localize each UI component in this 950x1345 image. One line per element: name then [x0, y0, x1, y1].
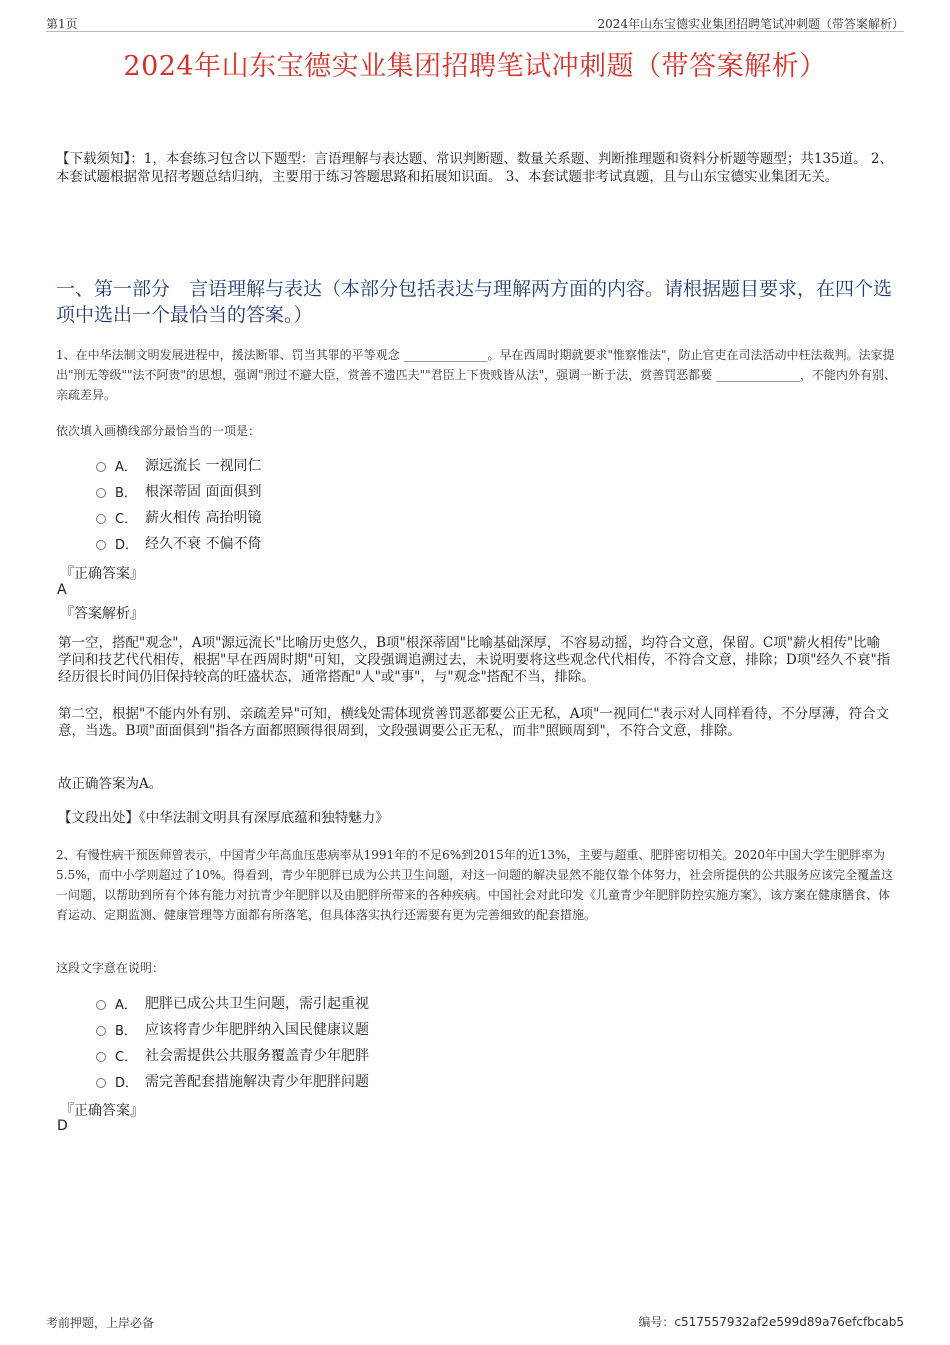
option-b[interactable]: [96, 478, 261, 504]
option-text: 社会需提供公共服务覆盖青少年肥胖: [145, 1048, 369, 1064]
option-b[interactable]: [96, 1016, 369, 1042]
code-label: 编号：: [638, 1315, 675, 1329]
option-c[interactable]: [96, 1042, 369, 1068]
option-d[interactable]: [96, 530, 261, 556]
option-text: 应该将青少年肥胖纳入国民健康议题: [145, 1022, 369, 1038]
correct-answer: A: [57, 582, 67, 598]
analysis-paragraph-1: 第一空，搭配"观念"，A项"源远流长"比喻历史悠久，B项"根深蒂固"比喻基础深厚，不容易动摇，均符合文意，保留。C项"薪火相传"比喻学问和技艺代代相传，根据"早在西周时期"可知，文段强调追溯过去，未说明要将这些观念代代相传，不符合文意，排除；D项"经久不衰"指经历很长时间仍旧保持较高的旺盛状态，通常搭配"人"或"事"，与"观念"搭配不当，排除。: [58, 635, 891, 685]
answer-label: 『正确答案』: [60, 1103, 144, 1119]
radio-button[interactable]: [96, 1026, 106, 1036]
analysis-conclusion: 故正确答案为A。: [58, 776, 163, 792]
option-letter: D．: [115, 537, 139, 553]
option-text: 需完善配套措施解决青少年肥胖问题: [145, 1074, 369, 1090]
option-text: 薪火相传 高抬明镜: [145, 510, 262, 526]
download-notice: 【下载须知】：1，本套练习包含以下题型：言语理解与表达题、常识判断题、数量关系题、判断推理题和资料分析题等题型；共135道。 2、本套试题根据常见招考题总结归纳，主要用于练习答题思路和拓展知识面。 3、本套试题非考试真题，且与山东宝德实业集团无关。: [56, 151, 893, 185]
header-doc-title: 2024年山东宝德实业集团招聘笔试冲刺题（带答案解析）: [597, 17, 904, 31]
footer-code: [638, 1313, 904, 1330]
radio-button[interactable]: [96, 462, 106, 472]
radio-button[interactable]: [96, 1000, 106, 1010]
question-1-options: [96, 452, 261, 556]
option-c[interactable]: [96, 504, 261, 530]
source-citation: 【文段出处】《中华法制文明具有深厚底蕴和独特魅力》: [58, 810, 389, 826]
correct-answer: D: [57, 1118, 68, 1134]
option-text: 肥胖已成公共卫生问题，需引起重视: [145, 996, 369, 1012]
option-letter: A．: [115, 997, 137, 1013]
section-heading: 一、第一部分 言语理解与表达（本部分包括表达与理解两方面的内容。请根据题目要求，在四个选项中选出一个最恰当的答案。）: [56, 278, 893, 326]
option-text: 源远流长 一视同仁: [145, 458, 262, 474]
option-d[interactable]: [96, 1068, 369, 1094]
page-number: 第1页: [46, 17, 78, 31]
question-2-text: 2、有慢性病干预医师曾表示，中国青少年高血压患病率从1991年的不足6%到2015年的近13%，主要与超重、肥胖密切相关。2020年中国大学生肥胖率为5.5%，而中小学则超过了10%。得看到，青少年肥胖已成为公共卫生问题，对这一问题的解决显然不能仅靠个体努力，社会所提供的公共服务应该完全覆盖这一问题，以帮助到所有个体有能力对抗青少年肥胖以及由肥胖所带来的各种疾病。中国社会对此印发《儿童青少年肥胖防控实施方案》，该方案在健康膳食、体育运动、定期监测、健康管理等方面都有所落笔，但具体落实执行还需要有更为完善细致的配套措施。: [56, 848, 894, 922]
page-header: [46, 13, 904, 32]
answer-label: 『正确答案』: [60, 566, 144, 582]
option-letter: C．: [115, 1049, 138, 1065]
option-text: 根深蒂固 面面俱到: [145, 484, 262, 500]
radio-button[interactable]: [96, 540, 106, 550]
radio-button[interactable]: [96, 514, 106, 524]
question-2-prompt: 这段文字意在说明：: [56, 961, 165, 975]
option-letter: C．: [115, 511, 138, 527]
analysis-paragraph-2: 第二空，根据"不能内外有别、亲疏差异"可知，横线处需体现赏善罚恶都要公正无私，A项"一视同仁"表示对人同样看待，不分厚薄，符合文意，当选。B项"面面俱到"指各方面都照顾得很周到，文段强调要公正无私，而非"照顾周到"，不符合文意，排除。: [58, 706, 890, 739]
footer-slogan: 考前押题，上岸必备: [46, 1316, 155, 1330]
question-1-text: 1、在中华法制文明发展进程中，援法断罪、罚当其罪的平等观念 ______________。早在西周时期就要求"惟察惟法"，防止官吏在司法活动中枉法裁判。法家提出"刑无等级""法不阿贵"的思想，强调"刑过不避大臣，赏善不遗匹夫""君臣上下贵贱皆从法"，强调一断于法，赏善罚恶都要 ______________，不能内外有别、亲疏差异。: [56, 348, 896, 402]
question-1-prompt: 依次填入画横线部分最恰当的一项是：: [56, 424, 261, 438]
option-letter: B．: [115, 485, 137, 501]
option-a[interactable]: [96, 452, 261, 478]
option-text: 经久不衰 不偏不倚: [145, 536, 262, 552]
radio-button[interactable]: [96, 488, 106, 498]
radio-button[interactable]: [96, 1078, 106, 1088]
option-letter: A．: [115, 459, 137, 475]
question-2-options: [96, 990, 369, 1094]
analysis-label: 『答案解析』: [60, 606, 144, 622]
document-title: 2024年山东宝德实业集团招聘笔试冲刺题（带答案解析）: [123, 51, 827, 82]
option-letter: D．: [115, 1075, 139, 1091]
code-value: c517557932af2e599d89a76efcfbcab5: [674, 1315, 904, 1329]
option-a[interactable]: [96, 990, 369, 1016]
radio-button[interactable]: [96, 1052, 106, 1062]
option-letter: B．: [115, 1023, 137, 1039]
